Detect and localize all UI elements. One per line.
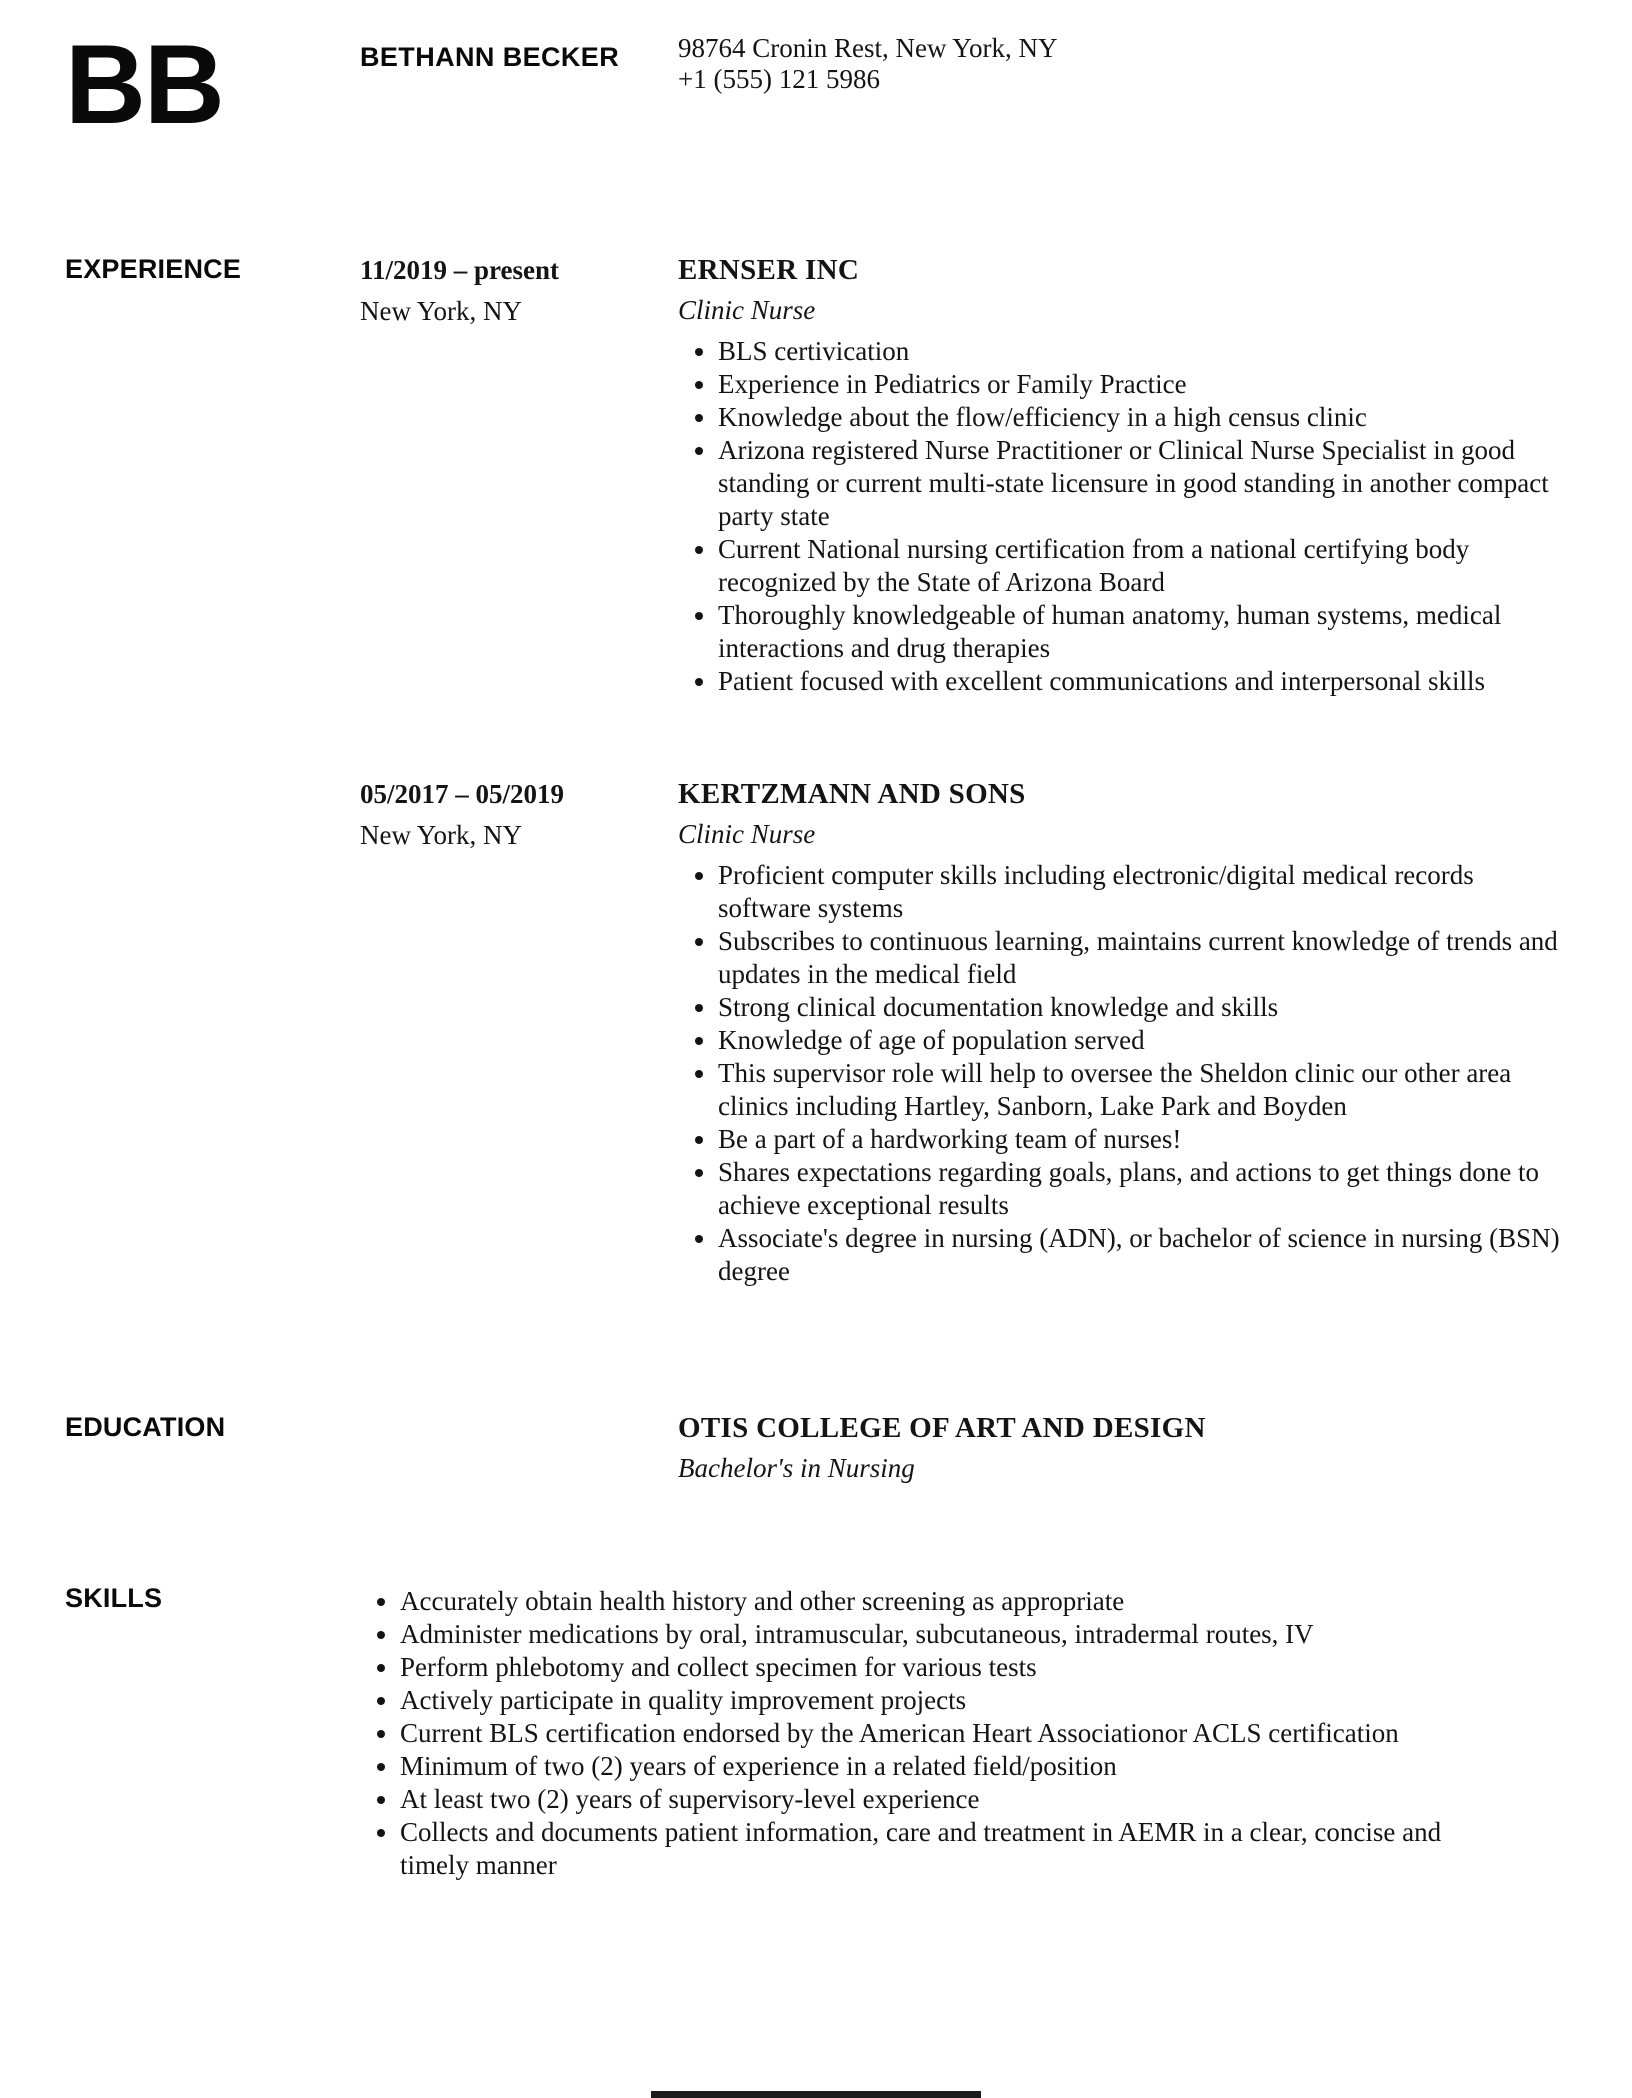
job-bullet: • Associate's degree in nursing (ADN), or bachelor of science in nursing (BSN) degree xyxy=(718,1222,1570,1288)
job-bullet: • Knowledge about the flow/efficiency in a high census clinic xyxy=(718,401,1570,434)
job-title: Clinic Nurse xyxy=(678,818,816,849)
job-dates: 11/2019 – present xyxy=(360,254,560,285)
job-details xyxy=(678,778,1570,1288)
monogram-initials: BB xyxy=(65,22,223,147)
job-meta xyxy=(360,254,678,328)
skill-item: • Collects and documents patient information, care and treatment in AEMR in a clear, concise and timely manner xyxy=(400,1816,1500,1882)
job-entry-kertzmann xyxy=(360,778,1570,1288)
skill-item: • Current BLS certification endorsed by the American Heart Associationor ACLS certification xyxy=(400,1717,1500,1750)
job-bullet: • Knowledge of age of population served xyxy=(718,1024,1570,1057)
education-school: OTIS COLLEGE OF ART AND DESIGN xyxy=(678,1411,1206,1444)
job-bullet: • Proficient computer skills including electronic/digital medical records software systems xyxy=(718,859,1570,925)
experience-jobs xyxy=(360,254,1570,1288)
experience-section xyxy=(65,254,1570,1288)
skill-item: • Perform phlebotomy and collect specimen for various tests xyxy=(400,1651,1500,1684)
skill-item: • Actively participate in quality improvement projects xyxy=(400,1684,1500,1717)
job-location: New York, NY xyxy=(360,295,523,326)
job-dates: 05/2017 – 05/2019 xyxy=(360,778,565,809)
contact-phone: +1 (555) 121 5986 xyxy=(678,64,880,94)
job-bullet: • Arizona registered Nurse Practitioner or Clinical Nurse Specialist in good standing or current multi-state licensure in good standing in another compact party state xyxy=(718,434,1570,533)
experience-section-label: EXPERIENCE xyxy=(65,253,242,284)
skills-list xyxy=(360,1585,1500,1882)
job-details xyxy=(678,254,1570,698)
job-bullet: • Current National nursing certification from a national certifying body recognized by the State of Arizona Board xyxy=(718,533,1570,599)
job-bullet: • Shares expectations regarding goals, plans, and actions to get things done to achieve exceptional results xyxy=(718,1156,1570,1222)
job-company: ERNSER INC xyxy=(678,253,860,286)
job-bullet: • This supervisor role will help to oversee the Sheldon clinic our other area clinics including Hartley, Sanborn, Lake Park and Boyden xyxy=(718,1057,1570,1123)
education-section-label: EDUCATION xyxy=(65,1411,226,1442)
education-degree: Bachelor's in Nursing xyxy=(678,1452,915,1483)
job-bullet: • Subscribes to continuous learning, maintains current knowledge of trends and updates in the medical field xyxy=(718,925,1570,991)
skill-item: • Administer medications by oral, intramuscular, subcutaneous, intradermal routes, IV xyxy=(400,1618,1500,1651)
skill-item: • At least two (2) years of supervisory-level experience xyxy=(400,1783,1500,1816)
job-bullet: • Patient focused with excellent communications and interpersonal skills xyxy=(718,665,1570,698)
job-bullet: • BLS certivication xyxy=(718,335,1570,368)
job-title: Clinic Nurse xyxy=(678,294,816,325)
education-entry xyxy=(678,1412,1570,1485)
skills-section xyxy=(65,1583,1570,1882)
contact-address: 98764 Cronin Rest, New York, NY xyxy=(678,33,1058,63)
skill-item: • Minimum of two (2) years of experience in a related field/position xyxy=(400,1750,1500,1783)
job-meta xyxy=(360,778,678,852)
education-section xyxy=(65,1412,1570,1485)
job-company: KERTZMANN AND SONS xyxy=(678,777,1026,810)
job-bullet: • Strong clinical documentation knowledge and skills xyxy=(718,991,1570,1024)
job-entry-ernser xyxy=(360,254,1570,698)
skill-item: • Accurately obtain health history and other screening as appropriate xyxy=(400,1585,1500,1618)
candidate-name: BETHANN BECKER xyxy=(360,42,620,72)
page-footer-bar xyxy=(651,2091,981,2098)
job-bullet: • Thoroughly knowledgeable of human anatomy, human systems, medical interactions and drug therapies xyxy=(718,599,1570,665)
skills-section-label: SKILLS xyxy=(65,1582,163,1613)
job-bullet-list xyxy=(678,859,1570,1288)
contact-block xyxy=(678,33,1570,95)
job-bullet-list xyxy=(678,335,1570,698)
job-bullet: • Experience in Pediatrics or Family Practice xyxy=(718,368,1570,401)
resume-header xyxy=(65,22,1570,147)
job-bullet: • Be a part of a hardworking team of nurses! xyxy=(718,1123,1570,1156)
job-location: New York, NY xyxy=(360,819,523,850)
